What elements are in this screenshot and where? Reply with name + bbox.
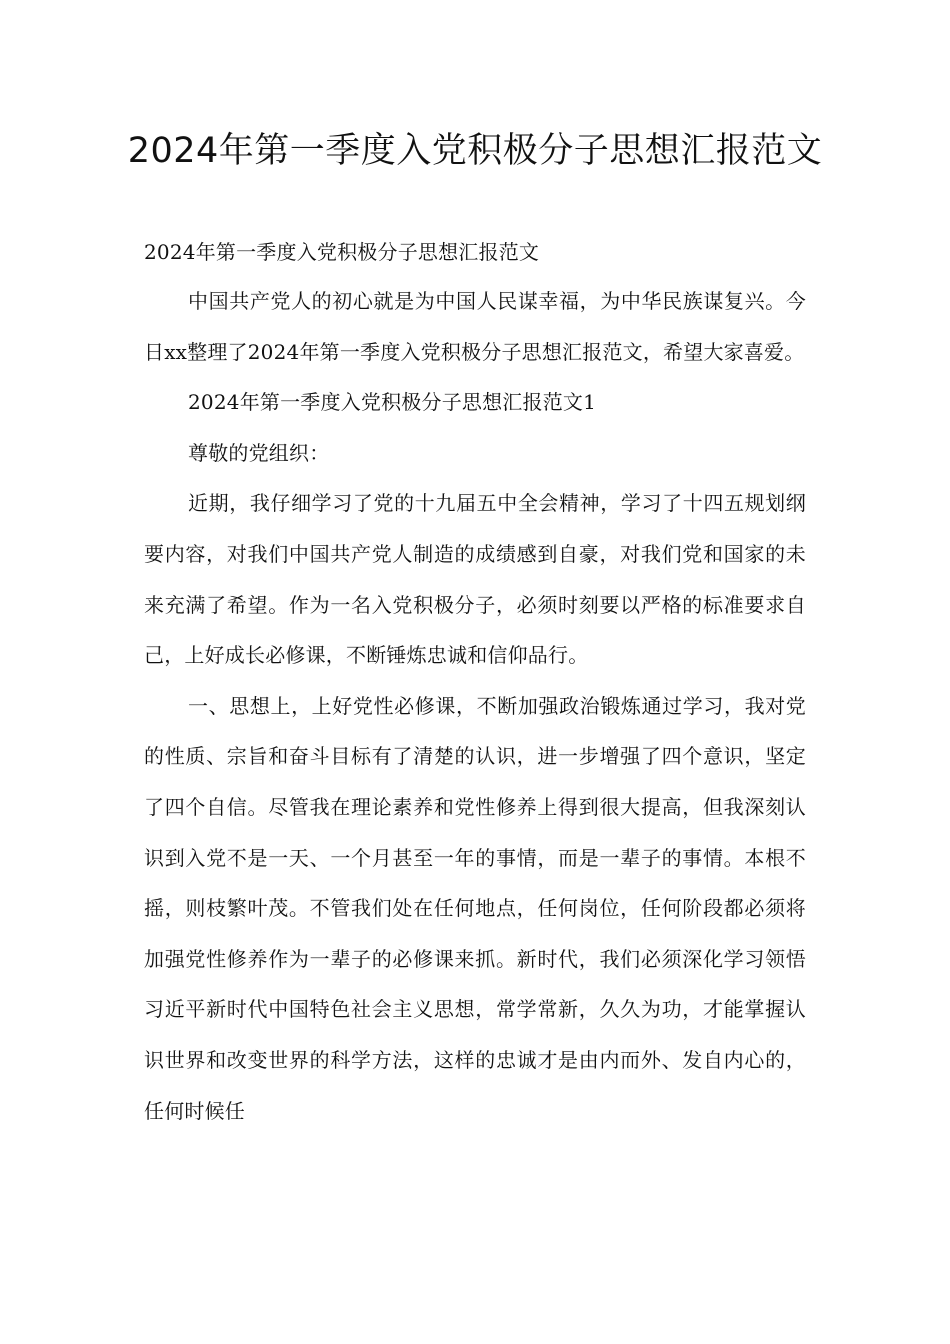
document-subtitle: 2024年第一季度入党积极分子思想汇报范文 — [144, 240, 540, 264]
paragraph-intro: 中国共产党人的初心就是为中国人民谋幸福，为中华民族谋复兴。今日xx整理了2024年第一季度入党积极分子思想汇报范文，希望大家喜爱。 — [144, 289, 806, 364]
paragraph-body-2: 一、思想上，上好党性必修课，不断加强政治锻炼通过学习，我对党的性质、宗旨和奋斗目标有了清楚的认识，进一步增强了四个意识，坚定了四个自信。尽管我在理论素养和党性修养上得到很大提高，但我深刻认识到入党不是一天、一个月甚至一年的事情，而是一辈子的事情。本根不摇，则枝繁叶茂。不管我们处在任何地点，任何岗位，任何阶段都必须将加强党性修养作为一辈子的必修课来抓。新时代，我们必须深化学习领悟习近平新时代中国特色社会主义思想，常学常新，久久为功，才能掌握认识世界和改变世界的科学方法，这样的忠诚才是由内而外、发自内心的，任何时候任 — [144, 693, 806, 1123]
document-body — [144, 230, 806, 1136]
paragraph-body-1: 近期，我仔细学习了党的十九届五中全会精神，学习了十四五规划纲要内容，对我们中国共产党人制造的成绩感到自豪，对我们党和国家的未来充满了希望。作为一名入党积极分子，必须时刻要以严格的标准要求自己，上好成长必修课，不断锤炼忠诚和信仰品行。 — [144, 491, 806, 668]
section-heading: 2024年第一季度入党积极分子思想汇报范文1 — [188, 390, 597, 415]
salutation: 尊敬的党组织： — [188, 440, 330, 465]
page-title: 2024年第一季度入党积极分子思想汇报范文 — [127, 131, 823, 171]
